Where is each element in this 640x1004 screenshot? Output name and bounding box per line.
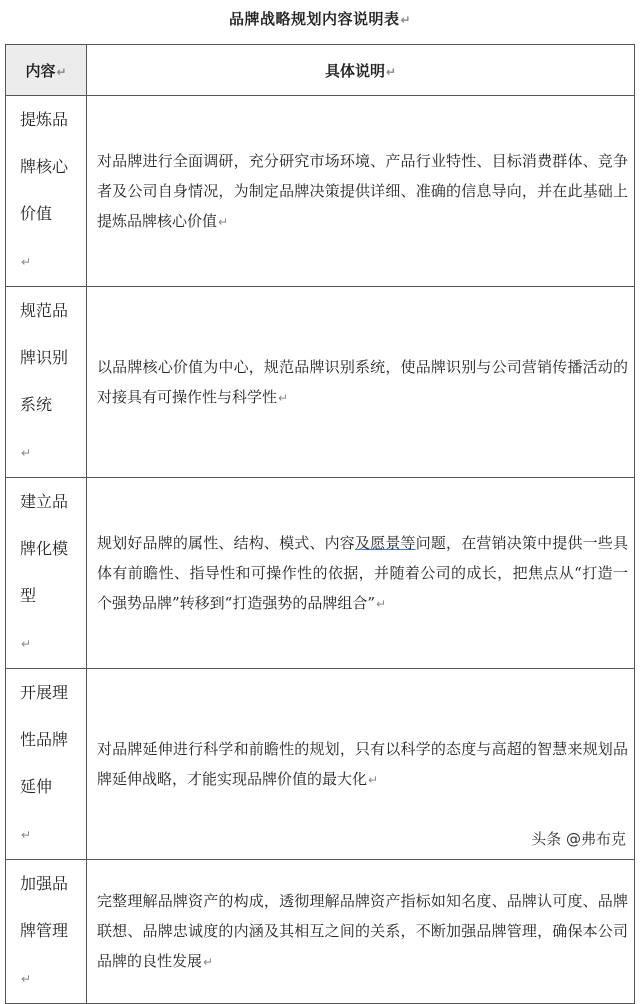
row-description: 对品牌延伸进行科学和前瞻性的规划，只有以科学的态度与高超的智慧来规划品牌延伸战略，才能实现品牌价值的最大化↵ [87,669,635,860]
table-row [6,478,635,669]
row-name: 开展理性品牌延伸↵ [6,669,87,860]
header-row [6,45,635,96]
table-row [6,860,635,1004]
table-row [6,96,635,287]
row-name: 提炼品牌核心价值↵ [6,96,87,287]
strategy-table [5,44,635,1004]
row-name: 加强品牌管理↵ [6,860,87,1004]
row-name: 规范品牌识别系统↵ [6,287,87,478]
row-description: 对品牌进行全面调研，充分研究市场环境、产品行业特性、目标消费群体、竞争者及公司自身情况，为制定品牌决策提供详细、准确的信息导向，并在此基础上提炼品牌核心价值↵ [87,96,635,287]
row-description: 完整理解品牌资产的构成，透彻理解品牌资产指标如知名度、品牌认可度、品牌联想、品牌忠诚度的内涵及其相互之间的关系，不断加强品牌管理，确保本公司品牌的良性发展↵ [87,860,635,1004]
row-name: 建立品牌化模型↵ [6,478,87,669]
table-row [6,287,635,478]
row-description: 以品牌核心价值为中心，规范品牌识别系统，使品牌识别与公司营销传播活动的对接具有可操作性与科学性↵ [87,287,635,478]
header-description: 具体说明↵ [87,45,635,96]
table-title: 品牌战略规划内容说明表↵ [228,10,412,28]
row-description: 规划好品牌的属性、结构、模式、内容及愿景等问题，在营销决策中提供一些具体有前瞻性、指导性和可操作性的依据，并随着公司的成长，把焦点从“打造一个强势品牌”转移到“打造强势的品牌组合”↵ [87,478,635,669]
watermark: 头条 @弗布克 [525,826,632,851]
header-content: 内容↵ [6,45,87,96]
